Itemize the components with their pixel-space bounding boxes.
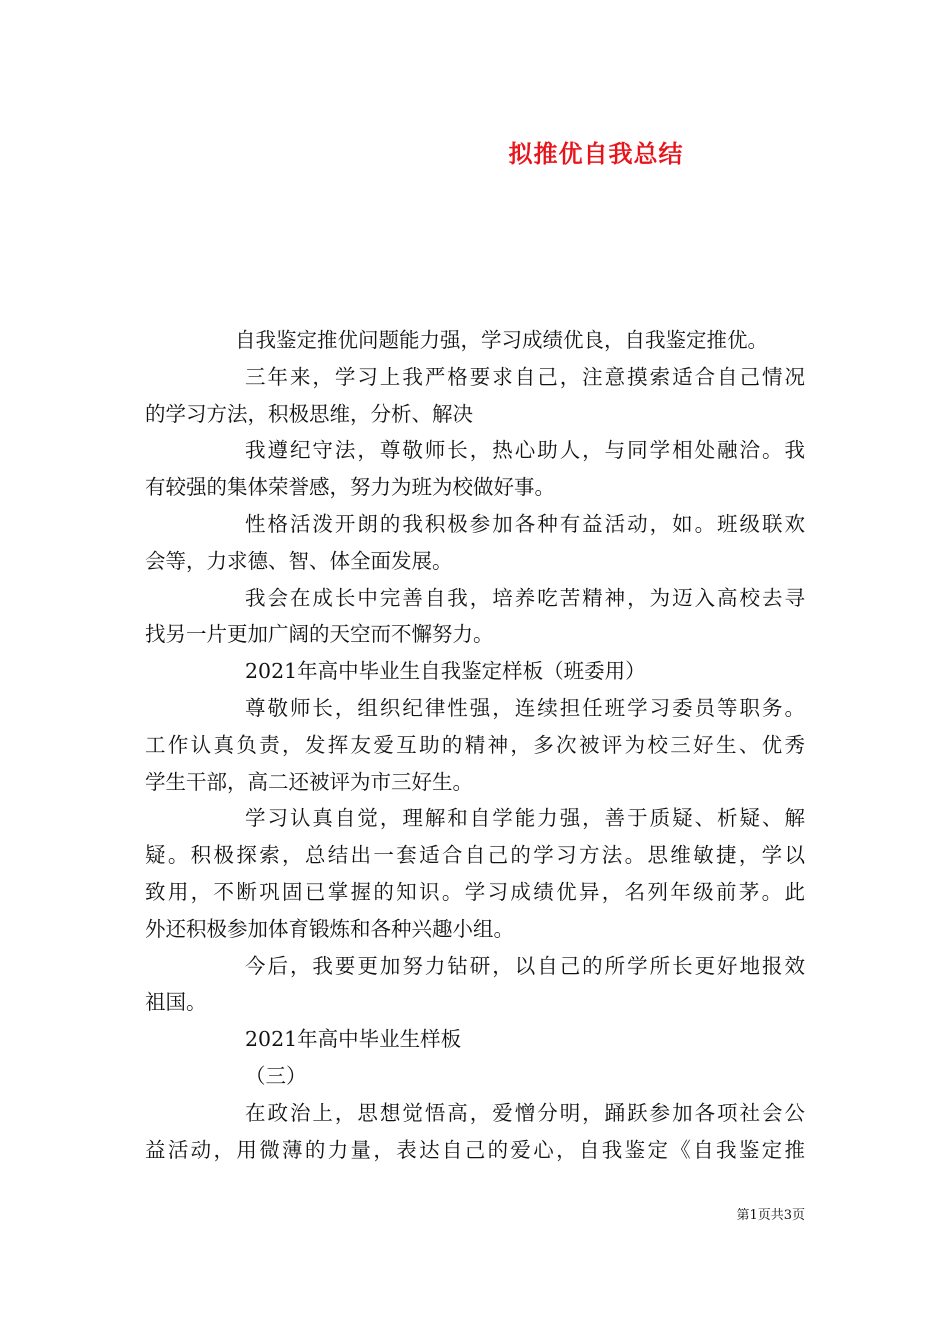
text-line: 尊敬师长，组织纪律性强，连续担任班学习委员等职务。: [245, 695, 805, 720]
text-line: 祖国。: [145, 990, 207, 1015]
text-line: 致用，不断巩固已掌握的知识。学习成绩优异，名列年级前茅。此: [145, 879, 805, 904]
text-line: 学生干部，高二还被评为市三好生。: [145, 769, 473, 794]
text-line: 自我鉴定推优问题能力强，学习成绩优良，自我鉴定推优。: [235, 328, 768, 352]
text-line: 今后，我要更加努力钻研，以自己的所学所长更好地报效: [245, 953, 805, 978]
text-line: 会等，力求德、智、体全面发展。: [145, 548, 453, 573]
document-title: 拟推优自我总结: [508, 140, 684, 168]
text-line: 找另一片更加广阔的天空而不懈努力。: [145, 622, 494, 647]
section-heading: 2021年高中毕业生样板: [245, 1027, 462, 1052]
text-line: 益活动，用微薄的力量，表达自己的爱心，自我鉴定《自我鉴定推: [145, 1137, 805, 1162]
document-body: [145, 322, 805, 1168]
text-line: 学习认真自觉，理解和自学能力强，善于质疑、析疑、解: [245, 806, 805, 831]
text-line: 工作认真负责，发挥友爱互助的精神，多次被评为校三好生、优秀: [145, 732, 805, 757]
text-line: 性格活泼开朗的我积极参加各种有益活动，如。班级联欢: [245, 511, 805, 536]
text-line: 疑。积极探索，总结出一套适合自己的学习方法。思维敏捷，学以: [145, 843, 805, 868]
text-line: 在政治上，思想觉悟高，爱憎分明，踊跃参加各项社会公: [245, 1100, 805, 1125]
text-line: 三年来，学习上我严格要求自己，注意摸索适合自己情况: [245, 364, 805, 389]
text-line: 外还积极参加体育锻炼和各种兴趣小组。: [145, 916, 514, 941]
text-line: 我遵纪守法，尊敬师长，热心助人，与同学相处融洽。我: [245, 438, 805, 463]
text-line: 我会在成长中完善自我，培养吃苦精神，为迈入高校去寻: [245, 585, 805, 610]
section-heading: 2021年高中毕业生自我鉴定样板（班委用）: [245, 659, 646, 684]
section-number: （三）: [245, 1063, 307, 1088]
text-line: 的学习方法，积极思维，分析、解决: [145, 401, 473, 426]
text-line: 有较强的集体荣誉感，努力为班为校做好事。: [145, 475, 555, 500]
page-number: 第1页共3页: [736, 1208, 805, 1223]
